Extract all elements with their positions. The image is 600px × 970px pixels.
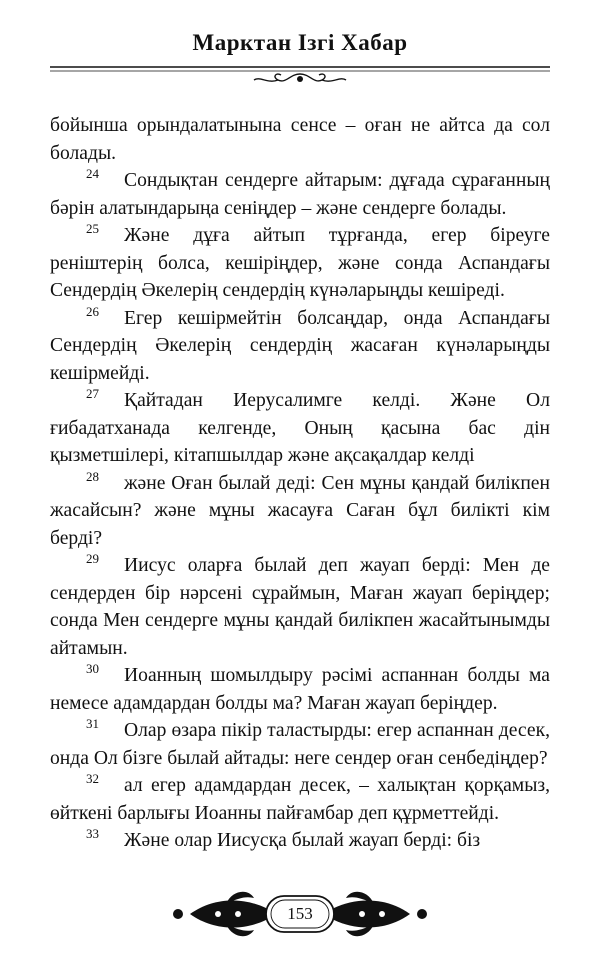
verse-text: Иисус оларға былай деп жауап берді: Мен де сендерден бір нәрсені сұраймын, Маған жауап беріңдер; сонда Мен сендерге мұны қандай билікпен жасайтынымды айтамын. bbox=[50, 555, 550, 659]
verse-24: 24 Сондықтан сендерге айтарым: дұғада сұрағанның бәрін алатындарыңа сеніңдер – және сендерге болады. bbox=[50, 166, 550, 219]
verse-text: Қайтадан Иерусалимге келді. Және Ол ғибадатханада келгенде, Оның қасына бас дін қызметшілері, кітапшылдар және ақсақалдар келді bbox=[50, 390, 550, 466]
verse-31: 31 Олар өзара пікір таластырды: егер аспаннан десек, онда Ол бізге былай айтады: неге сендер оған сенбедіңдер? bbox=[50, 716, 550, 769]
verse-text: және Оған былай деді: Сен мұны қандай билікпен жасайсын? және мұны жасауға Саған бұл билікті кім берді? bbox=[50, 472, 550, 549]
header-ornament bbox=[50, 64, 550, 88]
running-head: Марктан Ізгі Хабар bbox=[192, 30, 408, 55]
verse-30: 30 Иоанның шомылдыру рәсімі аспаннан болды ма немесе адамдардан болды ма? Маған жауап беріңдер. bbox=[50, 661, 550, 714]
scripture-text bbox=[50, 112, 550, 855]
verse-27: 27 Қайтадан Иерусалимге келді. Және Ол ғибадатханада келгенде, Оның қасына бас дін қызметшілері, кітапшылдар және ақсақалдар келді bbox=[50, 386, 550, 466]
verse-text: Сондықтан сендерге айтарым: дұғада сұрағанның бәрін алатындарыңа сеніңдер – және сендерге болады. bbox=[50, 170, 550, 219]
verse-28: 28 және Оған былай деді: Сен мұны қандай билікпен жасайсын? және мұны жасауға Саған бұл билікті кім берді? bbox=[50, 468, 550, 549]
verse-26: 26 Егер кешірмейтін болсаңдар, онда Аспандағы Сендердің Әкелерің сендердің жасаған күнәларыңды кешірмейді. bbox=[50, 303, 550, 384]
verse-text: Және дұға айтып тұрғанда, егер біреуге реніштерің болса, кешіріңдер, және сонда Аспандағы Сендердің Әкелерің сендердің күнәларыңды кешіреді. bbox=[50, 225, 550, 301]
page-number: 153 bbox=[287, 904, 313, 923]
verse-text: Иоанның шомылдыру рәсімі аспаннан болды ма немесе адамдардан болды ма? Маған жауап беріңдер. bbox=[50, 665, 550, 714]
verse-33: 33 Және олар Иисусқа былай жауап берді: біз bbox=[86, 826, 481, 851]
continuation-paragraph: бойынша орындалатынына сенсе – оған не айтса да сол болады. bbox=[50, 115, 550, 164]
verse-32: 32 ал егер адамдардан десек, – халықтан қорқамыз, өйткені барлығы Иоанны пайғамбар деп құрметтейді. bbox=[50, 771, 550, 824]
verse-25: 25 Және дұға айтып тұрғанда, егер біреуге реніштерің болса, кешіріңдер, және сонда Аспандағы Сендердің Әкелерің сендердің күнәларыңды кешіреді. bbox=[50, 221, 550, 301]
verse-29: 29 Иисус оларға былай деп жауап берді: Мен де сендерден бір нәрсені сұраймын, Маған жауап беріңдер; сонда Мен сендерге мұны қандай билікпен жасайтынымды айтамын. bbox=[50, 551, 550, 659]
verse-text: Олар өзара пікір таластырды: егер аспаннан десек, онда Ол бізге былай айтады: неге сендер оған сенбедіңдер? bbox=[50, 720, 550, 769]
verse-text: Және олар Иисусқа былай жауап берді: біз bbox=[124, 830, 481, 851]
verse-text: Егер кешірмейтін болсаңдар, онда Аспандағы Сендердің Әкелерің сендердің жасаған күнәларыңды кешірмейді. bbox=[50, 307, 550, 384]
verse-text: ал егер адамдардан десек, – халықтан қорқамыз, өйткені барлығы Иоанны пайғамбар деп құрметтейді. bbox=[50, 775, 550, 824]
